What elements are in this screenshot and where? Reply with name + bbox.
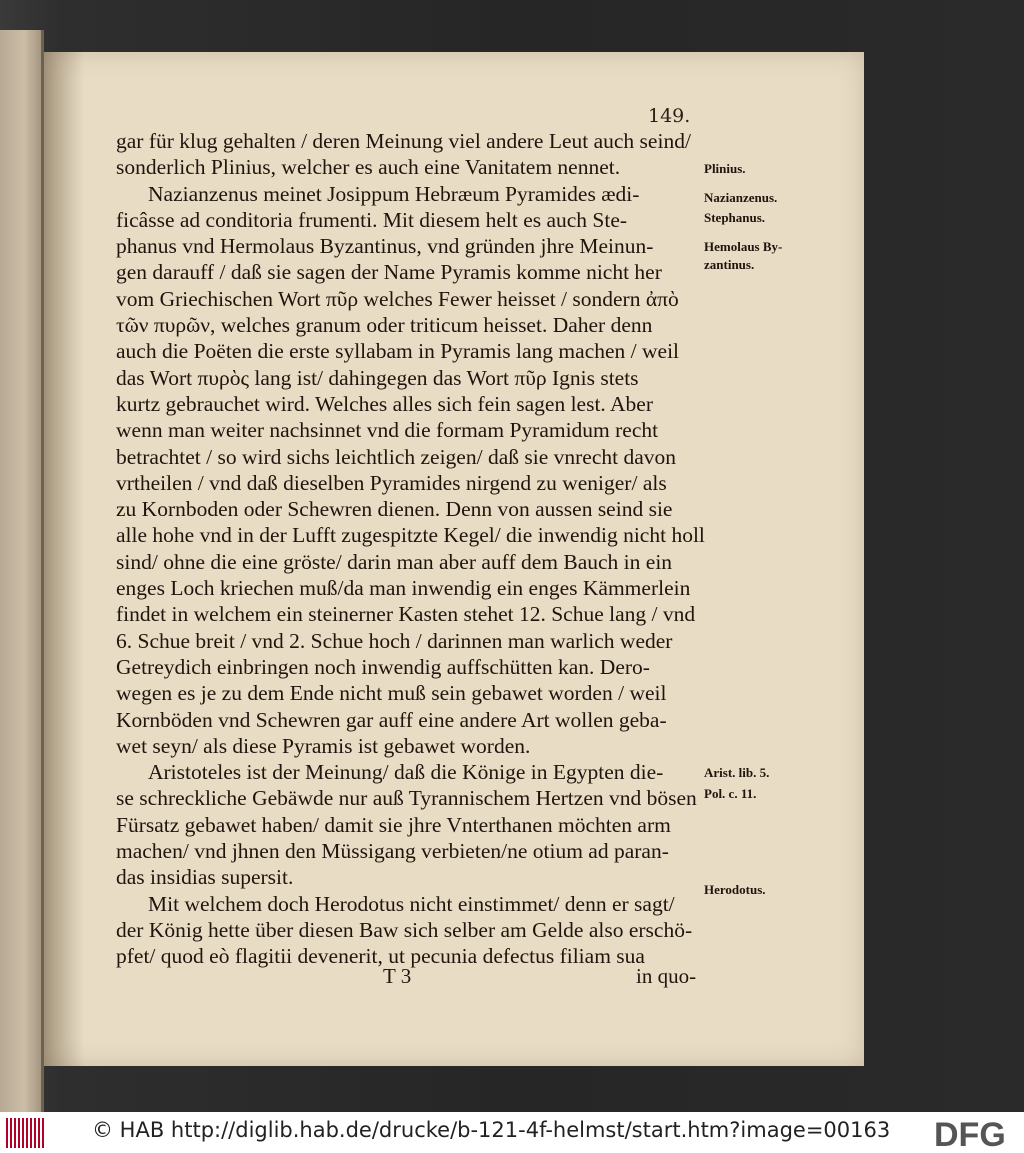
text-line: findet in welchem ein steinerner Kasten stehet 12. Schue lang / vnd <box>116 602 696 627</box>
text-line: sind/ ohne die eine gröste/ darin man aber auff dem Bauch in ein <box>116 549 673 574</box>
margin-note: Stephanus. <box>704 210 766 225</box>
text-line: das Wort πυρὸς lang ist/ dahingegen das Wort πῦρ Ignis stets <box>116 365 639 390</box>
text-line: Fürsatz gebawet haben/ damit sie jhre Vnterthanen möchten arm <box>116 812 671 837</box>
signature-mark: T 3 <box>383 964 412 988</box>
margin-note: zantinus. <box>704 257 755 272</box>
dfg-logo-text: DFG <box>934 1116 1006 1150</box>
main-text-block <box>116 128 705 970</box>
text-line: phanus vnd Hermolaus Byzantinus, vnd gründen jhre Meinun- <box>116 234 654 259</box>
text-line: pfet/ quod eò flagitii devenerit, ut pecunia defectus filiam sua <box>116 944 645 969</box>
text-line: zu Kornboden oder Schewren dienen. Denn von aussen seind sie <box>116 497 673 522</box>
text-line: machen/ vnd jhnen den Müssigang verbieten/ne otium ad paran- <box>116 839 669 864</box>
hab-logo-icon <box>6 1118 48 1148</box>
text-line: das insidias supersit. <box>116 865 294 890</box>
text-line: Nazianzenus meinet Josippum Hebræum Pyramides ædi- <box>148 181 640 206</box>
text-line: betrachtet / so wird sichs leichtlich zeigen/ daß sie vnrecht davon <box>116 444 677 469</box>
text-line: gar für klug gehalten / deren Meinung viel andere Leut auch seind/ <box>116 129 691 153</box>
margin-note: Plinius. <box>704 161 746 176</box>
text-line: 6. Schue breit / vnd 2. Schue hoch / darinnen man warlich weder <box>116 628 673 653</box>
dfg-logo-icon <box>934 1116 1020 1150</box>
text-line: se schreckliche Gebäwde nur auß Tyrannischem Hertzen vnd bösen <box>116 786 697 811</box>
margin-note: Arist. lib. 5. <box>704 765 770 780</box>
text-line: gen darauff / daß sie sagen der Name Pyramis komme nicht her <box>116 260 662 285</box>
page-gutter-shadow <box>44 52 84 1066</box>
copyright-url: © HAB http://diglib.hab.de/drucke/b-121-4f-helmst/start.htm?image=00163 <box>92 1118 891 1142</box>
text-line: wet seyn/ als diese Pyramis ist gebawet worden. <box>116 733 531 758</box>
page-foot <box>0 964 1024 994</box>
text-line: der König hette über diesen Baw sich selber am Gelde also erschö- <box>116 917 693 942</box>
margin-note: Nazianzenus. <box>704 190 778 205</box>
margin-note: Herodotus. <box>704 882 766 897</box>
text-line: wegen es je zu dem Ende nicht muß sein gebawet worden / weil <box>116 681 667 706</box>
text-line: enges Loch kriechen muß/da man inwendig ein enges Kämmerlein <box>116 576 691 601</box>
text-line: Getreydich einbringen noch inwendig auffschütten kan. Dero- <box>116 654 650 679</box>
text-line: kurtz gebrauchet wird. Welches alles sich fein sagen lest. Aber <box>116 391 653 416</box>
text-line: τῶν πυρῶν, welches granum oder triticum heisset. Daher denn <box>116 313 653 338</box>
previous-page-edge <box>0 30 44 1112</box>
text-line: alle hohe vnd in der Lufft zugespitzte Kegel/ die inwendig nicht holl <box>116 523 705 548</box>
text-line: Kornböden vnd Schewren gar auff eine andere Art wollen geba- <box>116 707 667 732</box>
text-line: Aristoteles ist der Meinung/ daß die Könige in Egypten die- <box>148 760 664 785</box>
text-line: sonderlich Plinius, welcher es auch eine Vanitatem nennet. <box>116 155 621 180</box>
text-line: ficâsse ad conditoria frumenti. Mit diesem helt es auch Ste- <box>116 207 628 232</box>
text-line: Mit welchem doch Herodotus nicht einstimmet/ denn er sagt/ <box>148 891 675 916</box>
text-line: wenn man weiter nachsinnet vnd die formam Pyramidum recht <box>116 418 659 443</box>
page-number: 149. <box>648 105 691 127</box>
margin-note: Hemolaus By- <box>704 239 783 254</box>
text-line: auch die Poëten die erste syllabam in Pyramis lang machen / weil <box>116 339 680 364</box>
text-line: vom Griechischen Wort πῦρ welches Fewer heisset / sondern ἀπὸ <box>116 286 679 311</box>
text-line: vrtheilen / vnd daß dieselben Pyramides nirgend zu weniger/ als <box>116 470 667 495</box>
catchword: in quo- <box>636 964 697 988</box>
viewer-footer <box>0 1112 1024 1153</box>
margin-note: Pol. c. 11. <box>704 786 757 801</box>
